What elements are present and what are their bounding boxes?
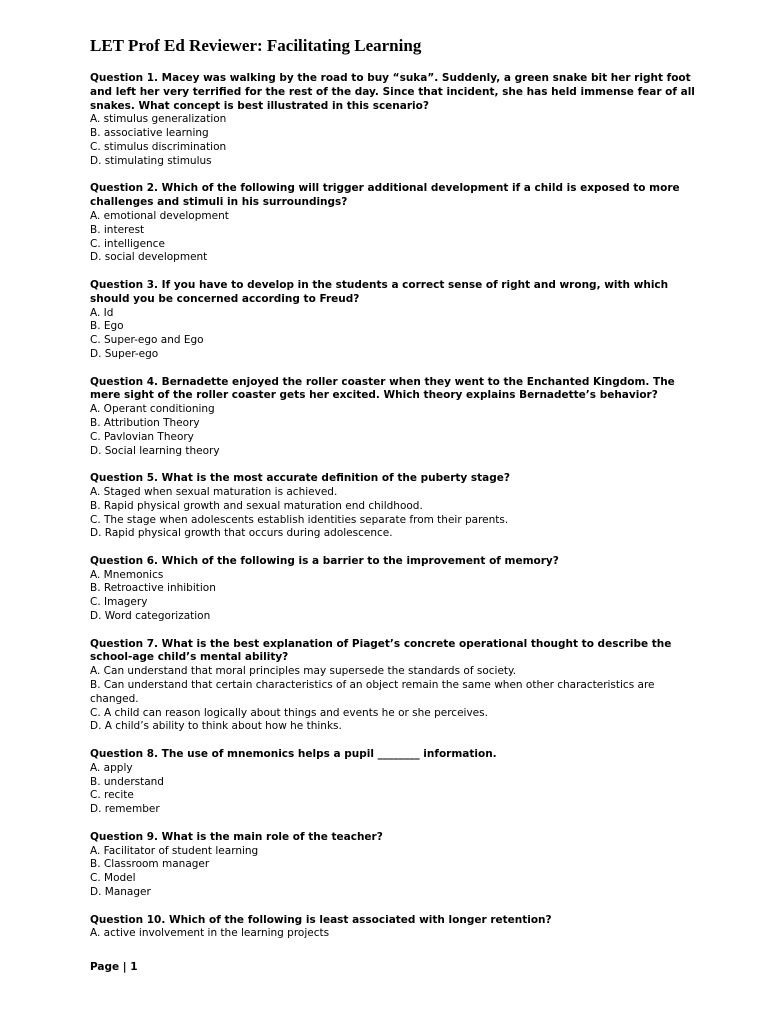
answer-option: C. Pavlovian Theory xyxy=(90,430,194,443)
answer-option: A. Id xyxy=(90,306,114,319)
page-title: LET Prof Ed Reviewer: Facilitating Learning xyxy=(90,36,422,55)
answer-option: C. The stage when adolescents establish identities separate from their parents. xyxy=(90,513,509,526)
answer-option: B. Can understand that certain characteristics of an object remain the same when other characteristics are changed. xyxy=(90,679,655,705)
answer-option: C. Super-ego and Ego xyxy=(90,334,204,347)
question-stem: Question 2. Which of the following will trigger additional development if a child is exposed to more challenges and stimuli in his surroundings? xyxy=(90,182,680,209)
answer-options xyxy=(90,665,702,734)
answer-options xyxy=(90,569,702,624)
answer-option: B. Ego xyxy=(90,320,124,333)
question-item xyxy=(90,279,702,362)
answer-option: D. Rapid physical growth that occurs during adolescence. xyxy=(90,527,393,540)
answer-option: D. stimulating stimulus xyxy=(90,154,212,167)
answer-option: B. Rapid physical growth and sexual maturation end childhood. xyxy=(90,499,423,512)
page-footer: Page | 1 xyxy=(90,961,138,973)
question-item xyxy=(90,748,702,817)
question-list xyxy=(90,72,702,955)
question-item xyxy=(90,182,702,265)
question-item xyxy=(90,472,702,541)
answer-option: A. active involvement in the learning projects xyxy=(90,927,330,940)
question-stem: Question 5. What is the most accurate definition of the puberty stage? xyxy=(90,472,510,485)
answer-option: A. stimulus generalization xyxy=(90,113,227,126)
answer-option: C. A child can reason logically about things and events he or she perceives. xyxy=(90,706,488,719)
answer-option: D. Social learning theory xyxy=(90,444,220,457)
question-stem: Question 6. Which of the following is a barrier to the improvement of memory? xyxy=(90,554,559,567)
question-stem: Question 8. The use of mnemonics helps a pupil ________ information. xyxy=(90,748,497,761)
answer-option: A. Operant conditioning xyxy=(90,403,215,416)
answer-options xyxy=(90,307,702,362)
answer-option: A. apply xyxy=(90,761,133,774)
answer-option: D. Word categorization xyxy=(90,610,211,623)
answer-option: B. understand xyxy=(90,775,164,788)
answer-options xyxy=(90,927,702,941)
answer-option: C. stimulus discrimination xyxy=(90,140,227,153)
answer-option: B. Attribution Theory xyxy=(90,416,200,429)
question-stem: Question 9. What is the main role of the teacher? xyxy=(90,830,383,843)
answer-option: B. Retroactive inhibition xyxy=(90,582,216,595)
answer-options xyxy=(90,486,702,541)
question-stem: Question 7. What is the best explanation of Piaget’s concrete operational thought to describe the school-age child’s mental ability? xyxy=(90,637,672,664)
answer-option: C. Model xyxy=(90,872,136,885)
question-stem: Question 1. Macey was walking by the road to buy “suka”. Suddenly, a green snake bit her right foot and left her very terrified for the rest of the day. Since that incident, she has held immense fear of all snakes. What concept is best illustrated in this scenario? xyxy=(90,72,695,112)
question-item xyxy=(90,831,702,900)
answer-option: A. Can understand that moral principles may supersede the standards of society. xyxy=(90,665,517,678)
answer-option: B. Classroom manager xyxy=(90,858,210,871)
answer-option: B. interest xyxy=(90,223,145,236)
question-item xyxy=(90,555,702,624)
answer-options xyxy=(90,845,702,900)
question-item xyxy=(90,376,702,459)
answer-option: D. Manager xyxy=(90,886,151,899)
answer-option: D. Super-ego xyxy=(90,347,159,360)
answer-option: A. emotional development xyxy=(90,209,229,222)
question-item xyxy=(90,638,702,735)
answer-options xyxy=(90,210,702,265)
answer-option: C. intelligence xyxy=(90,237,165,250)
answer-options xyxy=(90,113,702,168)
answer-option: C. recite xyxy=(90,789,134,802)
answer-option: A. Facilitator of student learning xyxy=(90,844,259,857)
answer-option: D. A child’s ability to think about how he thinks. xyxy=(90,720,342,733)
answer-option: C. Imagery xyxy=(90,596,148,609)
answer-options xyxy=(90,403,702,458)
question-item xyxy=(90,914,702,942)
answer-options xyxy=(90,762,702,817)
question-stem: Question 3. If you have to develop in the students a correct sense of right and wrong, with which should you be concerned according to Freud? xyxy=(90,278,669,305)
answer-option: D. social development xyxy=(90,251,208,264)
answer-option: A. Mnemonics xyxy=(90,568,164,581)
question-stem: Question 10. Which of the following is least associated with longer retention? xyxy=(90,913,552,926)
question-item xyxy=(90,72,702,169)
answer-option: B. associative learning xyxy=(90,127,209,140)
answer-option: A. Staged when sexual maturation is achieved. xyxy=(90,485,338,498)
question-stem: Question 4. Bernadette enjoyed the roller coaster when they went to the Enchanted Kingdom. The mere sight of the roller coaster gets her excited. Which theory explains Bernadette’s behavior? xyxy=(90,375,675,402)
answer-option: D. remember xyxy=(90,803,160,816)
